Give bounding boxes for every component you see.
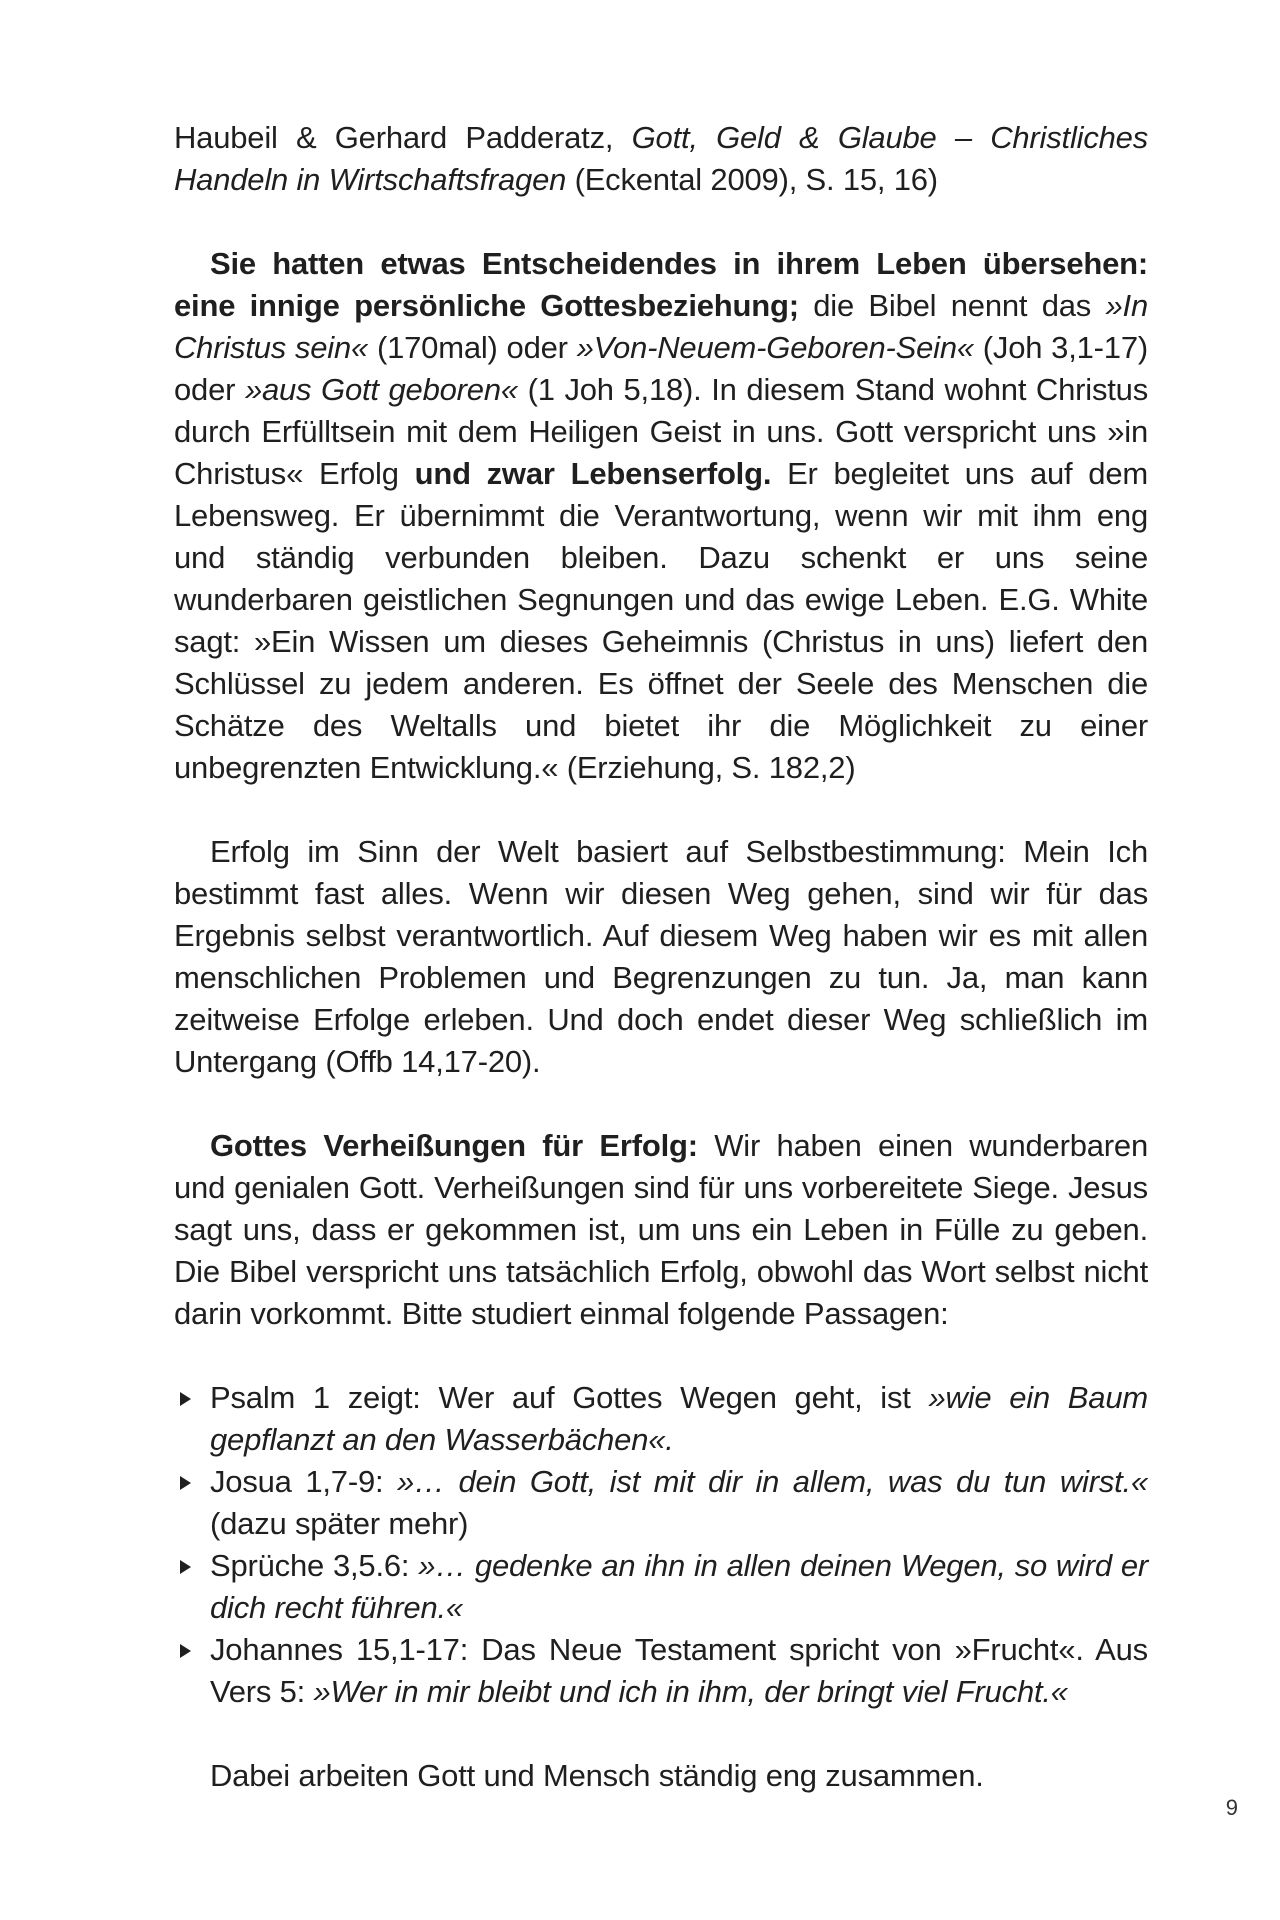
paragraph-closing: Dabei arbeiten Gott und Mensch ständig eng zusammen.: [210, 1758, 984, 1793]
list-item-tail: (dazu später mehr): [210, 1506, 469, 1541]
italic-quote: »aus Gott geboren«: [244, 372, 518, 407]
scripture-list: [174, 1377, 1148, 1713]
list-item: [174, 1377, 1148, 1461]
paragraph-spacer: [174, 1083, 1148, 1125]
italic-quote: »Von-Neuem-Geboren-Sein«: [576, 330, 974, 365]
triangle-bullet-icon: [180, 1644, 191, 1658]
list-item-quote: »Wer in mir bleibt und ich in ihm, der bringt viel Frucht.«: [313, 1674, 1068, 1709]
list-item-text: Psalm 1 zeigt: Wer auf Gottes Wegen geht, ist: [210, 1380, 929, 1415]
list-item-quote: »… gedenke an ihn in allen deinen Wegen, so wird er dich recht führen.«: [210, 1548, 1149, 1625]
triangle-bullet-icon: [180, 1560, 191, 1574]
paragraph-spacer: [174, 1713, 1148, 1755]
page-number: 9: [1225, 1795, 1238, 1820]
bold-lead-text: Gottes Verheißungen für Erfolg:: [210, 1128, 698, 1163]
paragraph-world-success: Erfolg im Sinn der Welt basiert auf Selbstbestimmung: Mein Ich bestimmt fast alles. Wenn wir diesen Weg gehen, sind wir für das Ergebnis selbst verantwortlich. Auf diesem Weg haben wir es mit allen menschlichen Problemen und Begrenzungen zu tun. Ja, man kann zeitweise Erfolge erleben. Und doch endet dieser Weg schließlich im Untergang (Offb 14,17-20).: [174, 834, 1148, 1079]
list-item-quote: »wie ein Baum gepflanzt an den Wasserbächen«.: [210, 1380, 1148, 1457]
citation-book-title: Gott, Geld & Glaube – Christliches Handeln in Wirtschaftsfragen: [174, 120, 1149, 197]
paragraph-spacer: [174, 789, 1148, 831]
list-item-text: Sprüche 3,5.6:: [210, 1548, 419, 1583]
text-run: (1 Joh 5,18). In diesem Stand wohnt Christus durch Erfülltsein mit dem Heiligen Geist in uns. Gott verspricht uns »in Christus« Erfolg: [174, 372, 1149, 491]
list-item-text: Johannes 15,1-17: Das Neue Testament spricht von »Frucht«. Aus Vers 5:: [210, 1632, 1148, 1709]
paragraph-citation: [174, 117, 1148, 201]
list-item: [174, 1545, 1148, 1629]
list-item-quote: »… dein Gott, ist mit dir in allem, was du tun wirst.«: [397, 1464, 1148, 1499]
paragraph-spacer: [174, 1335, 1148, 1377]
paragraph-relationship: [174, 243, 1148, 789]
paragraph-promises: [174, 1125, 1148, 1335]
text-run: (170mal) oder: [368, 330, 577, 365]
italic-quote: »In Christus sein«: [174, 288, 1148, 365]
list-item: [174, 1461, 1148, 1545]
triangle-bullet-icon: [180, 1476, 191, 1490]
list-item: [174, 1629, 1148, 1713]
bold-lead-text: Sie hatten etwas Entscheidendes in ihrem Leben übersehen: eine innige persönliche Gottesbeziehung;: [174, 246, 1148, 323]
text-run: (Joh 3,1-17) oder: [174, 330, 1148, 407]
citation-details: (Eckental 2009), S. 15, 16): [566, 162, 938, 197]
text-run: Wir haben einen wunderbaren und genialen Gott. Verheißungen sind für uns vorbereitete Siege. Jesus sagt uns, dass er gekommen ist, um uns ein Leben in Fülle zu geben. Die Bibel verspricht uns tatsächlich Erfolg, obwohl das Wort selbst nicht darin vorkommt. Bitte studiert einmal folgende Passagen:: [174, 1128, 1148, 1331]
citation-authors: Haubeil & Gerhard Padderatz,: [174, 120, 632, 155]
triangle-bullet-icon: [180, 1392, 191, 1406]
bold-text: und zwar Lebenserfolg.: [414, 456, 772, 491]
text-run: die Bibel nennt das: [798, 288, 1106, 323]
list-item-text: Josua 1,7-9:: [210, 1464, 398, 1499]
paragraph-spacer: [174, 201, 1148, 243]
page-body: [174, 117, 1148, 1797]
text-run: Er begleitet uns auf dem Lebensweg. Er übernimmt die Verantwortung, wenn wir mit ihm eng und ständig verbunden bleiben. Dazu schenkt er uns seine wunderbaren geistlichen Segnungen und das ewige Leben. E.G. White sagt: »Ein Wissen um dieses Geheimnis (Christus in uns) liefert den Schlüssel zu jedem anderen. Es öffnet der Seele des Menschen die Schätze des Weltalls und bietet ihr die Möglichkeit zu einer unbegrenzten Entwicklung.« (Erziehung, S. 182,2): [174, 456, 1148, 785]
